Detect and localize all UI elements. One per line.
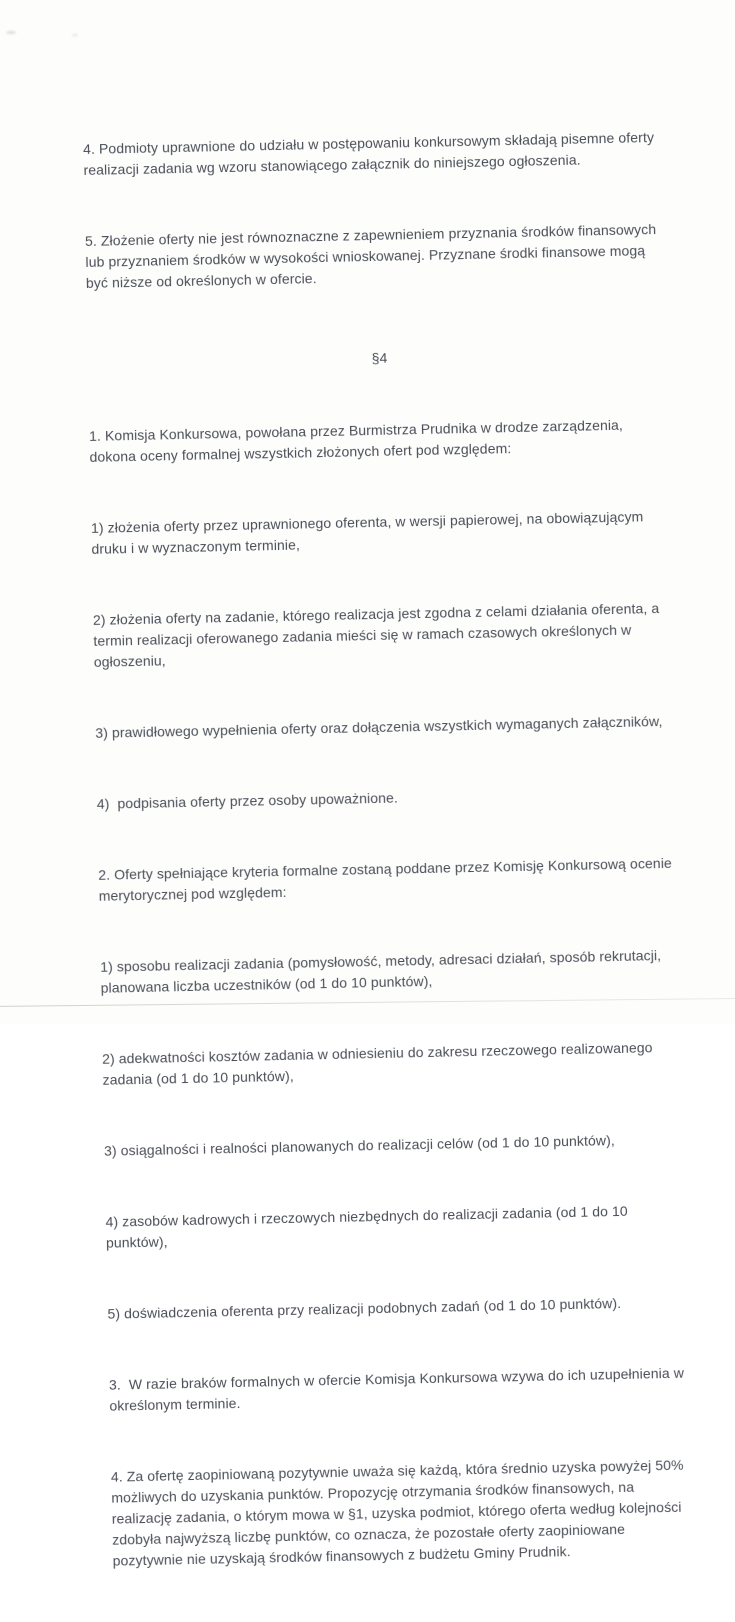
document-list-item: 3) osiągalności i realności planowanych do realizacji celów (od 1 do 10 punktów), bbox=[103, 1132, 615, 1159]
scan-artifact bbox=[72, 34, 78, 36]
document-list-item: 2) złożenia oferty na zadanie, którego realizacja jest zgodna z celami działania oferenta, a termin realizacji oferowanego zadania mieści się w ramach czasowych określonych w ogłoszeniu, bbox=[92, 599, 664, 670]
scan-artifact bbox=[6, 31, 16, 34]
document-paragraph: 2. Oferty spełniające kryteria formalne zostaną poddane przez Komisję Konkursową ocenie merytorycznej pod względem: bbox=[98, 854, 677, 904]
document-list-item: 1) sposobu realizacji zadania (pomysłowość, metody, adresaci działań, sposób rekrutacji, planowana liczba uczestników (od 1 do 10 punktów), bbox=[100, 946, 666, 996]
document-paragraph: 5. Złożenie oferty nie jest równoznaczne z zapewnieniem przyznania środków finansowych lub przyznaniem środków w wysokości wnioskowanej. Przyznane środki finansowe mogą być niższe od określonych w ofercie. bbox=[84, 220, 661, 291]
document-paragraph: 3. W razie braków formalnych w ofercie Komisja Konkursowa wzywa do ich uzupełnienia w określonym terminie. bbox=[108, 1364, 689, 1414]
document-list-item: 2) adekwatności kosztów zadania w odniesieniu do zakresu rzeczowego realizowanego zadania (od 1 do 10 punktów), bbox=[101, 1039, 657, 1088]
document-list-item: 5) doświadczenia oferenta przy realizacji podobnych zadań (od 1 do 10 punktów). bbox=[107, 1294, 622, 1322]
document-list-item: 4) zasobów kadrowych i rzeczowych niezbędnych do realizacji zadania (od 1 do 10 punktów), bbox=[105, 1202, 632, 1251]
document-list-item: 4) podpisania oferty przez osoby upoważnione. bbox=[96, 789, 399, 812]
document-paragraph: 1. Komisja Konkursowa, powołana przez Burmistrza Prudnika w drodze zarządzenia, dokona oceny formalnej wszystkich złożonych ofert pod względem: bbox=[88, 416, 628, 465]
section-heading: §4 bbox=[371, 349, 388, 366]
document-list-item: 1) złożenia oferty przez uprawnionego oferenta, w wersji papierowej, na obowiązującym druku i w wyznaczonym terminie, bbox=[90, 508, 648, 557]
document-paragraph: 4. Za ofertę zaopiniowaną pozytywnie uważa się każdą, która średnio uzyska powyżej 50% możliwych do uzyskania punktów. Propozycję otrzymania środków finansowych, na realizację zadania, o którym mowa w §1, uzyska podmiot, którego oferta według kolejności zdobyła najwyższą liczbę punktów, co oznacza, że pozostałe oferty zaopiniowane pozytywnie nie uzyskają środków finansowych z budżetu Gminy Prudnik. bbox=[110, 1456, 688, 1569]
document-text-block bbox=[82, 85, 698, 1622]
document-list-item: 3) prawidłowego wypełnienia oferty oraz dołączenia wszystkich wymaganych załączników, bbox=[95, 712, 663, 741]
document-paragraph: 4. Podmioty uprawnione do udziału w postępowaniu konkursowym składają pisemne oferty realizacji zadania wg wzoru stanowiącego załącznik do niniejszego ogłoszenia. bbox=[82, 128, 659, 178]
